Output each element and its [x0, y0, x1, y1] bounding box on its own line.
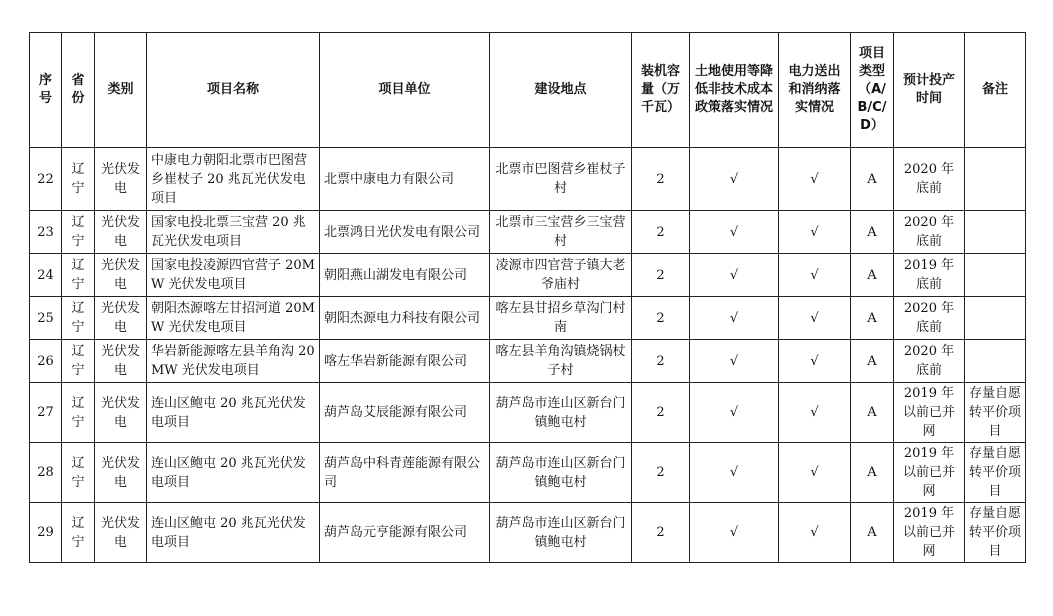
cell-expected-time: 2020 年底前 — [894, 297, 965, 340]
cell-expected-time: 2020 年底前 — [894, 148, 965, 211]
cell-location: 葫芦岛市连山区新台门镇鲍屯村 — [490, 503, 632, 563]
cell-project-unit: 葫芦岛中科青莲能源有限公司 — [320, 443, 490, 503]
cell-seq: 25 — [30, 297, 62, 340]
cell-location: 凌源市四官营子镇大老爷庙村 — [490, 254, 632, 297]
header-land-policy: 土地使用等降低非技术成本政策落实情况 — [690, 33, 779, 148]
cell-category: 光伏发电 — [95, 297, 147, 340]
cell-land-policy: √ — [690, 340, 779, 383]
cell-project-name: 连山区鲍屯 20 兆瓦光伏发电项目 — [147, 383, 320, 443]
cell-land-policy: √ — [690, 503, 779, 563]
cell-power-delivery: √ — [779, 211, 851, 254]
cell-power-delivery: √ — [779, 503, 851, 563]
cell-project-unit: 喀左华岩新能源有限公司 — [320, 340, 490, 383]
cell-remarks: 存量自愿转平价项目 — [965, 503, 1026, 563]
cell-expected-time: 2019 年底前 — [894, 254, 965, 297]
cell-project-type: A — [851, 383, 894, 443]
cell-project-type: A — [851, 148, 894, 211]
cell-project-name: 连山区鲍屯 20 兆瓦光伏发电项目 — [147, 443, 320, 503]
cell-category: 光伏发电 — [95, 211, 147, 254]
cell-province: 辽宁 — [62, 503, 95, 563]
header-row — [30, 33, 1026, 148]
cell-remarks — [965, 148, 1026, 211]
cell-project-name: 华岩新能源喀左县羊角沟 20MW 光伏发电项目 — [147, 340, 320, 383]
table-row — [30, 148, 1026, 211]
cell-project-type: A — [851, 254, 894, 297]
cell-project-name: 中康电力朝阳北票市巴图营乡崔杖子 20 兆瓦光伏发电项目 — [147, 148, 320, 211]
cell-location: 北票市三宝营乡三宝营村 — [490, 211, 632, 254]
table-row — [30, 211, 1026, 254]
cell-capacity: 2 — [632, 148, 690, 211]
cell-project-name: 连山区鲍屯 20 兆瓦光伏发电项目 — [147, 503, 320, 563]
table-row — [30, 503, 1026, 563]
table-row — [30, 443, 1026, 503]
cell-power-delivery: √ — [779, 297, 851, 340]
cell-category: 光伏发电 — [95, 148, 147, 211]
cell-project-unit: 朝阳燕山湖发电有限公司 — [320, 254, 490, 297]
cell-expected-time: 2020 年底前 — [894, 211, 965, 254]
header-location: 建设地点 — [490, 33, 632, 148]
cell-capacity: 2 — [632, 297, 690, 340]
cell-project-unit: 葫芦岛元亨能源有限公司 — [320, 503, 490, 563]
cell-category: 光伏发电 — [95, 340, 147, 383]
cell-power-delivery: √ — [779, 254, 851, 297]
cell-project-name: 国家电投凌源四官营子 20MW 光伏发电项目 — [147, 254, 320, 297]
cell-expected-time: 2019 年以前已并网 — [894, 383, 965, 443]
header-project-type: 项目类型（A/B/C/D） — [851, 33, 894, 148]
table-row — [30, 297, 1026, 340]
cell-power-delivery: √ — [779, 443, 851, 503]
cell-province: 辽宁 — [62, 211, 95, 254]
cell-expected-time: 2019 年以前已并网 — [894, 443, 965, 503]
cell-category: 光伏发电 — [95, 503, 147, 563]
cell-location: 北票市巴图营乡崔杖子村 — [490, 148, 632, 211]
cell-power-delivery: √ — [779, 340, 851, 383]
project-table — [29, 32, 1026, 563]
cell-capacity: 2 — [632, 383, 690, 443]
cell-project-type: A — [851, 503, 894, 563]
cell-remarks — [965, 211, 1026, 254]
cell-land-policy: √ — [690, 383, 779, 443]
cell-remarks — [965, 254, 1026, 297]
header-province: 省份 — [62, 33, 95, 148]
cell-capacity: 2 — [632, 443, 690, 503]
cell-land-policy: √ — [690, 148, 779, 211]
cell-province: 辽宁 — [62, 254, 95, 297]
cell-remarks — [965, 297, 1026, 340]
cell-land-policy: √ — [690, 443, 779, 503]
cell-location: 葫芦岛市连山区新台门镇鲍屯村 — [490, 443, 632, 503]
cell-province: 辽宁 — [62, 148, 95, 211]
cell-category: 光伏发电 — [95, 443, 147, 503]
header-category: 类别 — [95, 33, 147, 148]
cell-category: 光伏发电 — [95, 383, 147, 443]
cell-province: 辽宁 — [62, 443, 95, 503]
header-expected-time: 预计投产时间 — [894, 33, 965, 148]
cell-remarks: 存量自愿转平价项目 — [965, 443, 1026, 503]
cell-category: 光伏发电 — [95, 254, 147, 297]
cell-project-unit: 北票鸿日光伏发电有限公司 — [320, 211, 490, 254]
cell-seq: 27 — [30, 383, 62, 443]
cell-province: 辽宁 — [62, 297, 95, 340]
cell-capacity: 2 — [632, 503, 690, 563]
cell-power-delivery: √ — [779, 148, 851, 211]
cell-expected-time: 2019 年以前已并网 — [894, 503, 965, 563]
cell-province: 辽宁 — [62, 383, 95, 443]
table-row — [30, 383, 1026, 443]
cell-project-unit: 北票中康电力有限公司 — [320, 148, 490, 211]
table-row — [30, 254, 1026, 297]
cell-project-unit: 朝阳杰源电力科技有限公司 — [320, 297, 490, 340]
cell-location: 葫芦岛市连山区新台门镇鲍屯村 — [490, 383, 632, 443]
cell-remarks: 存量自愿转平价项目 — [965, 383, 1026, 443]
header-seq: 序号 — [30, 33, 62, 148]
cell-land-policy: √ — [690, 297, 779, 340]
cell-remarks — [965, 340, 1026, 383]
cell-expected-time: 2020 年底前 — [894, 340, 965, 383]
cell-power-delivery: √ — [779, 383, 851, 443]
cell-seq: 23 — [30, 211, 62, 254]
cell-project-name: 国家电投北票三宝营 20 兆瓦光伏发电项目 — [147, 211, 320, 254]
cell-project-unit: 葫芦岛艾辰能源有限公司 — [320, 383, 490, 443]
cell-province: 辽宁 — [62, 340, 95, 383]
cell-project-type: A — [851, 211, 894, 254]
table-row — [30, 340, 1026, 383]
cell-project-type: A — [851, 340, 894, 383]
cell-project-type: A — [851, 443, 894, 503]
cell-capacity: 2 — [632, 340, 690, 383]
cell-seq: 24 — [30, 254, 62, 297]
header-power-delivery: 电力送出和消纳落实情况 — [779, 33, 851, 148]
cell-capacity: 2 — [632, 211, 690, 254]
cell-location: 喀左县羊角沟镇烧锅杖子村 — [490, 340, 632, 383]
cell-seq: 22 — [30, 148, 62, 211]
cell-seq: 29 — [30, 503, 62, 563]
header-remarks: 备注 — [965, 33, 1026, 148]
cell-project-name: 朝阳杰源喀左甘招河道 20MW 光伏发电项目 — [147, 297, 320, 340]
cell-seq: 26 — [30, 340, 62, 383]
cell-seq: 28 — [30, 443, 62, 503]
cell-land-policy: √ — [690, 254, 779, 297]
header-capacity: 装机容量（万千瓦） — [632, 33, 690, 148]
cell-location: 喀左县甘招乡草沟门村南 — [490, 297, 632, 340]
cell-land-policy: √ — [690, 211, 779, 254]
cell-capacity: 2 — [632, 254, 690, 297]
header-project-name: 项目名称 — [147, 33, 320, 148]
cell-project-type: A — [851, 297, 894, 340]
header-project-unit: 项目单位 — [320, 33, 490, 148]
